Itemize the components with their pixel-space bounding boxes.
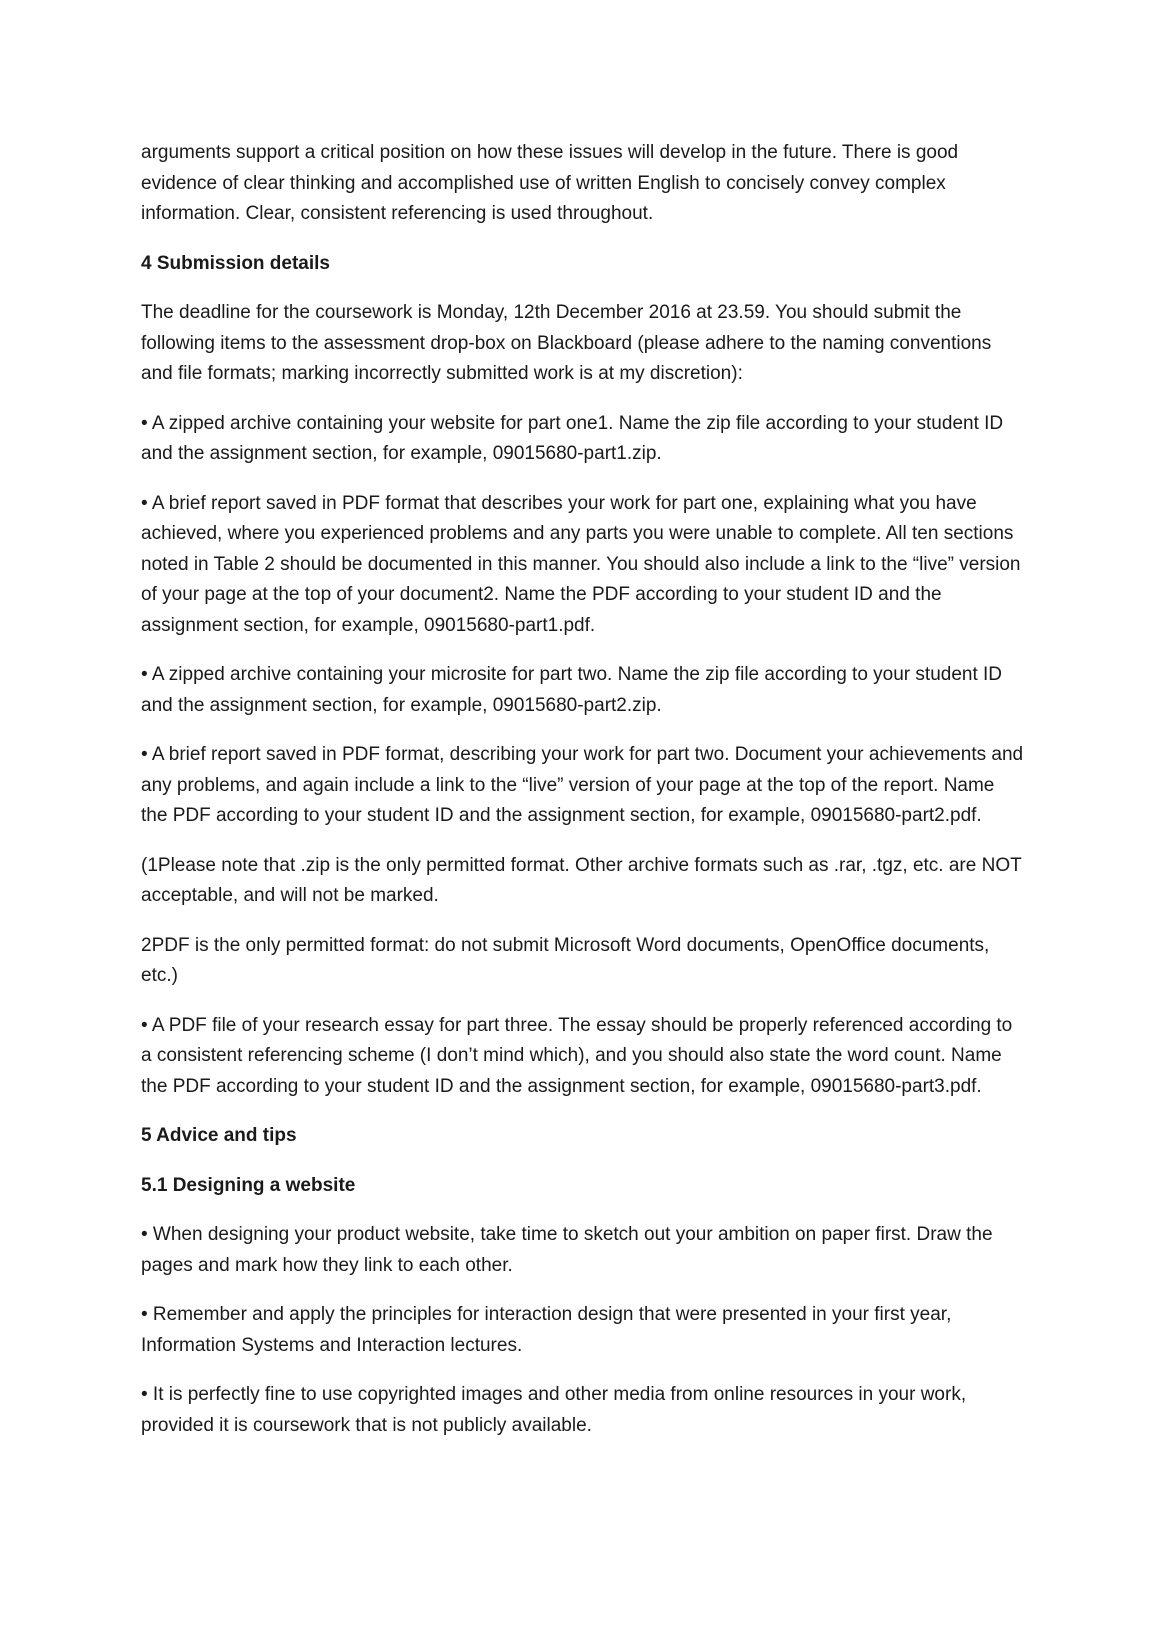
subsection-heading-designing-a-website: 5.1 Designing a website bbox=[141, 1174, 356, 1196]
tip-sketch: • When designing your product website, take time to sketch out your ambition on paper first. Draw the pages and mark how they link to each other. bbox=[141, 1224, 993, 1276]
section-heading-submission-details: 4 Submission details bbox=[141, 252, 330, 274]
deadline-paragraph: The deadline for the coursework is Monday, 12th December 2016 at 23.59. You should submit the following items to the assessment drop-box on Blackboard (please adhere to the naming conventions and file formats; marking incorrectly submitted work is at my discretion): bbox=[141, 302, 992, 384]
tip-principles: • Remember and apply the principles for interaction design that were presented in your first year, Information Systems and Interaction lectures. bbox=[141, 1304, 952, 1356]
bullet-part3-pdf: • A PDF file of your research essay for part three. The essay should be properly referenced according to a consistent referencing scheme (I don’t mind which), and you should also state the word count. Name the PDF according to your student ID and the assignment section, for example, 09015680-part3.pdf. bbox=[141, 1014, 1013, 1097]
bullet-part1-pdf: • A brief report saved in PDF format that describes your work for part one, explaining what you have achieved, where you experienced problems and any parts you were unable to complete. All ten sections noted in Table 2 should be documented in this manner. You should also include a link to the “live” version of your page at the top of your document2. Name the PDF according to your student ID and the assignment section, for example, 09015680-part1.pdf. bbox=[141, 492, 1021, 636]
bullet-part1-zip: • A zipped archive containing your website for part one1. Name the zip file according to your student ID and the assignment section, for example, 09015680-part1.zip. bbox=[141, 412, 1004, 464]
tip-copyright: • It is perfectly fine to use copyrighted images and other media from online resources in your work, provided it is coursework that is not publicly available. bbox=[141, 1384, 967, 1436]
bullet-part2-zip: • A zipped archive containing your microsite for part two. Name the zip file according to your student ID and the assignment section, for example, 09015680-part2.zip. bbox=[141, 664, 1003, 716]
section-heading-advice-and-tips: 5 Advice and tips bbox=[141, 1125, 297, 1146]
document-body bbox=[141, 138, 1025, 1460]
bullet-part2-pdf: • A brief report saved in PDF format, describing your work for part two. Document your achievements and any problems, and again include a link to the “live” version of your page at the top of the report. Name the PDF according to your student ID and the assignment section, for example, 09015680-part2.pdf. bbox=[141, 744, 1024, 826]
footnote-2: 2PDF is the only permitted format: do not submit Microsoft Word documents, OpenOffice documents, etc.) bbox=[141, 934, 990, 986]
intro-paragraph: arguments support a critical position on how these issues will develop in the future. There is good evidence of clear thinking and accomplished use of written English to concisely convey complex information. Clear, consistent referencing is used throughout. bbox=[141, 142, 959, 224]
footnote-1: (1Please note that .zip is the only permitted format. Other archive formats such as .rar, .tgz, etc. are NOT acceptable, and will not be marked. bbox=[141, 854, 1022, 906]
